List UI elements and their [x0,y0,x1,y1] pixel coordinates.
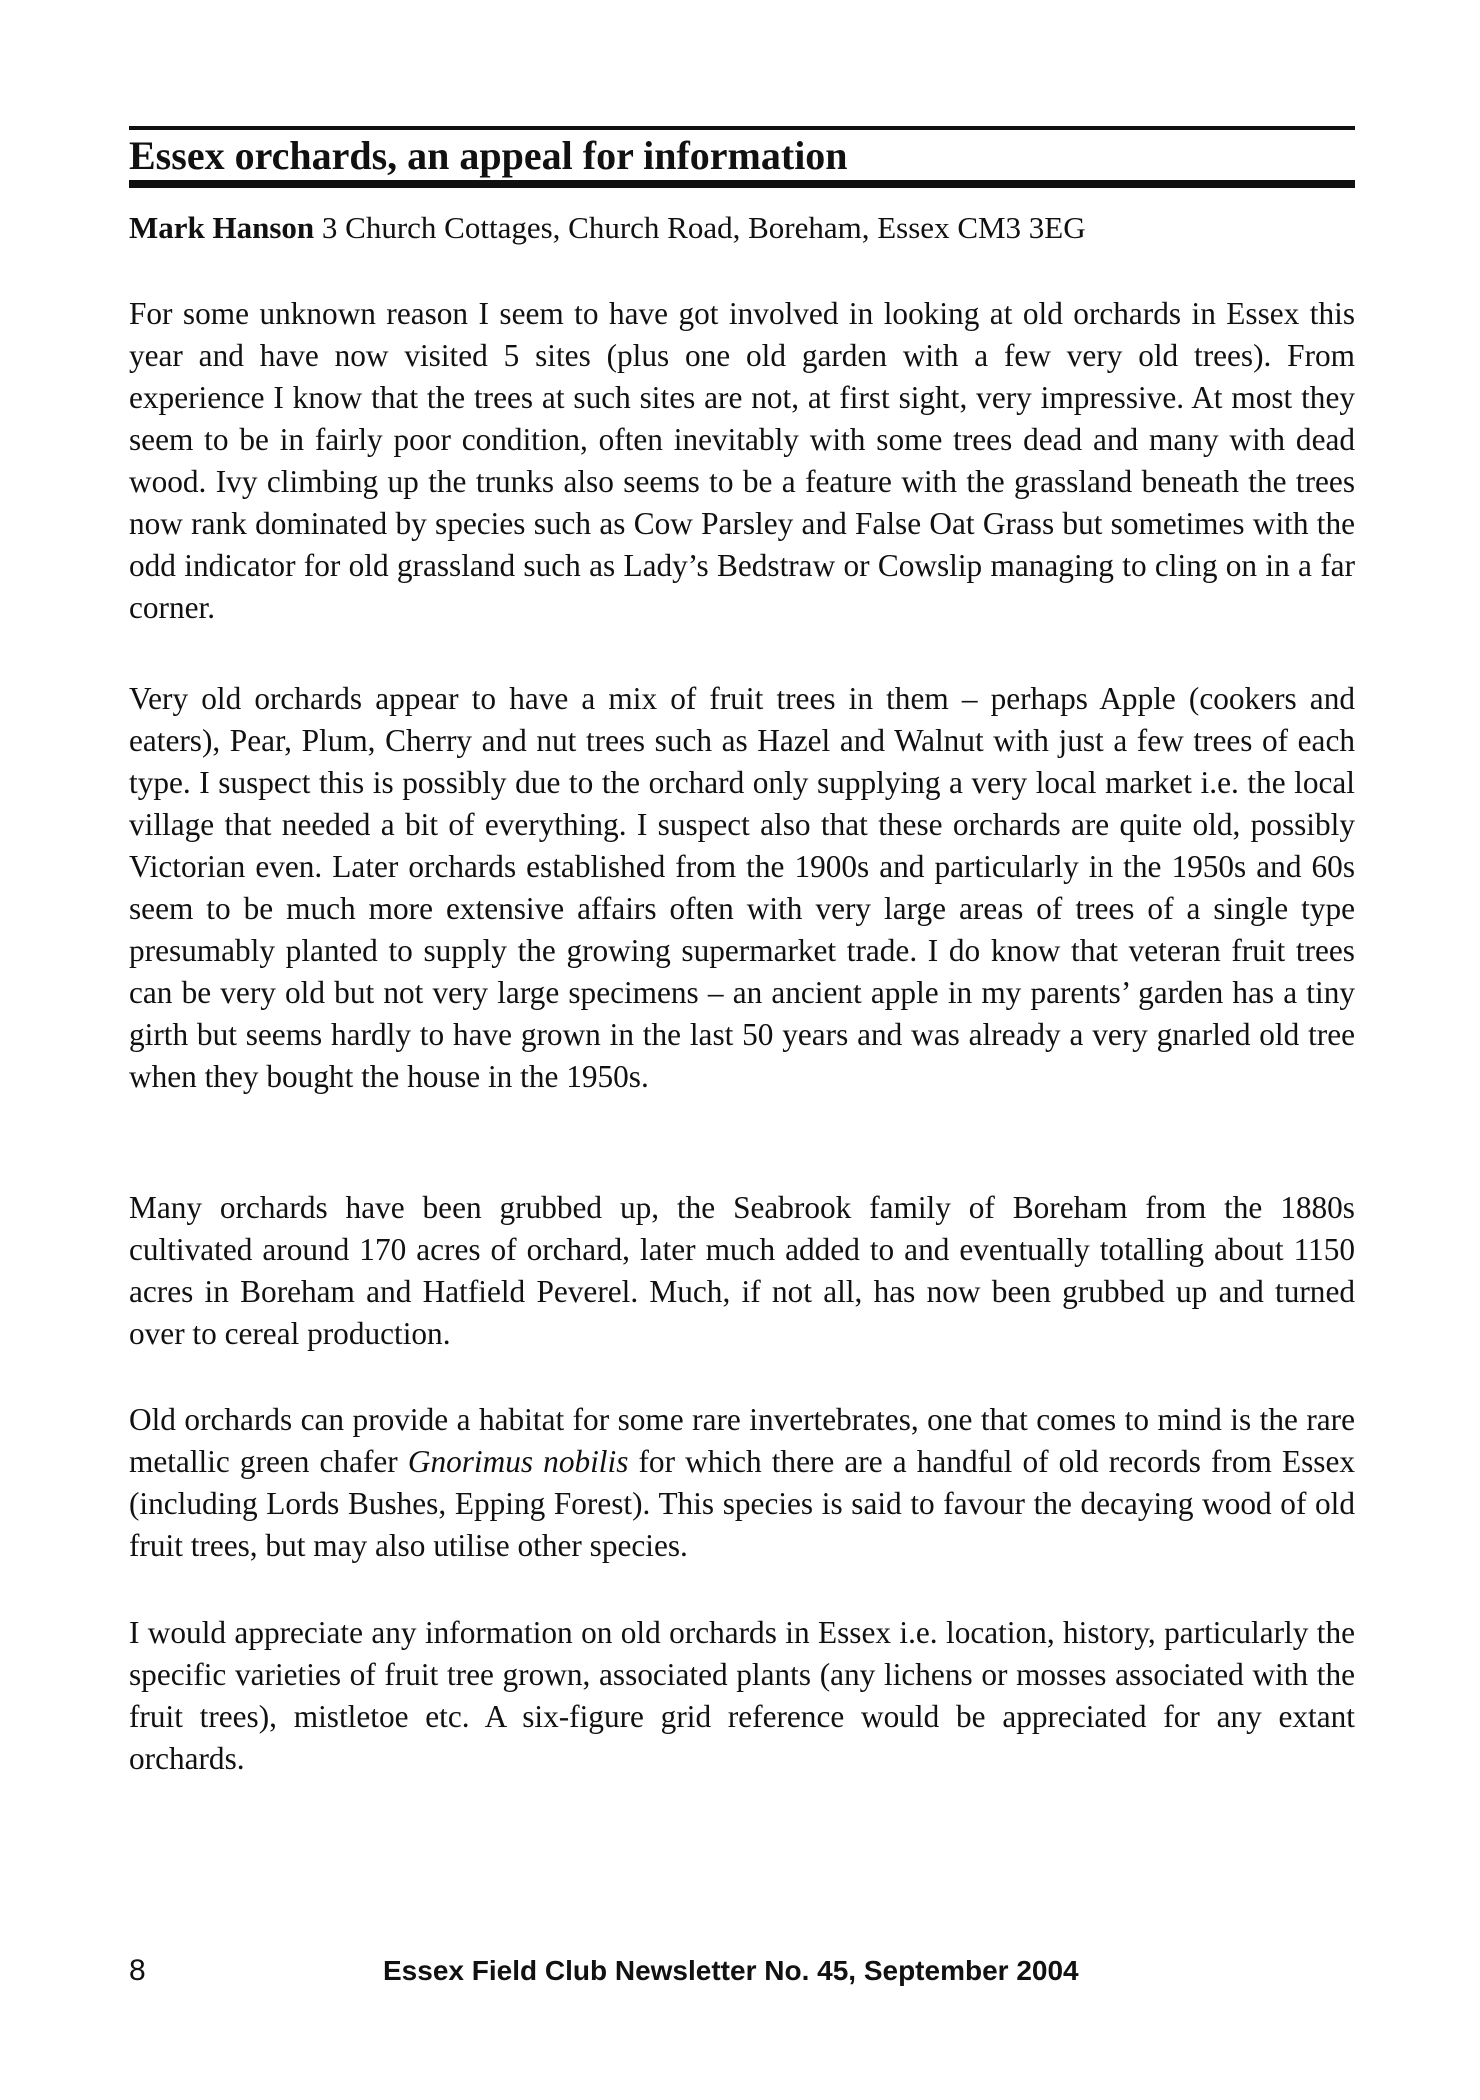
page-number: 8 [129,1954,146,1987]
species-name: Gnorimus nobilis [407,1444,629,1479]
paragraph-3: Many orchards have been grubbed up, the Seabrook family of Boreham from the 1880s cultivated around 170 acres of orchard, later much added to and eventually totalling about 1150 acres in Boreham and Hatfield Peverel. Much, if not all, has now been grubbed up and turned over to cereal production. [129,1190,1355,1351]
publication-title: Essex Field Club Newsletter No. 45, September 2004 [383,1955,1079,1986]
author-line [129,205,1355,251]
page-footer [129,1951,1355,1991]
document-page [129,0,1355,2100]
paragraph-4-text-end: for which there are a handful of old records from Essex (including Lords Bushes, Epping Forest). This species is said to favour the decaying wood of old fruit trees, but may also utilise other species. [129,1444,1355,1563]
paragraph-1: For some unknown reason I seem to have got involved in looking at old orchards in Essex this year and have now visited 5 sites (plus one old garden with a few very old trees). From experience I know that the trees at such sites are not, at first sight, very impressive. At most they seem to be in fairly poor condition, often inevitably with some trees dead and many with dead wood. Ivy climbing up the trunks also seems to be a feature with the grassland beneath the trees now rank dominated by species such as Cow Parsley and False Oat Grass but sometimes with the odd indicator for old grassland such as Lady’s Bedstraw or Cowslip managing to cling on in a far corner. [129,296,1355,625]
paragraph-2: Very old orchards appear to have a mix of fruit trees in them – perhaps Apple (cookers and eaters), Pear, Plum, Cherry and nut trees such as Hazel and Walnut with just a few trees of each type. I suspect this is possibly due to the orchard only supplying a very local market i.e. the local village that needed a bit of everything. I suspect also that these orchards are quite old, possibly Victorian even. Later orchards established from the 1900s and particularly in the 1950s and 60s seem to be much more extensive affairs often with very large areas of trees of a single type presumably planted to supply the growing supermarket trade. I do know that veteran fruit trees can be very old but not very large specimens – an ancient apple in my parents’ garden has a tiny girth but seems hardly to have grown in the last 50 years and was already a very gnarled old tree when they bought the house in the 1950s. [129,681,1355,1094]
article-title: Essex orchards, an appeal for information [129,133,848,178]
title-bottom-rule [129,180,1355,188]
author-name: Mark Hanson [129,210,315,245]
paragraph-5: I would appreciate any information on old orchards in Essex i.e. location, history, particularly the specific varieties of fruit tree grown, associated plants (any lichens or mosses associated with the fruit trees), mistletoe etc. A six-figure grid reference would be appreciated for any extant orchards. [129,1615,1355,1776]
paragraph-4 [129,1399,1355,1567]
author-address: 3 Church Cottages, Church Road, Boreham, Essex CM3 3EG [321,210,1086,245]
paragraph-4-text-start: Old orchards can provide a habitat for some rare invertebrates, one that comes to mind is the rare metallic green chafer [129,1402,1355,1479]
